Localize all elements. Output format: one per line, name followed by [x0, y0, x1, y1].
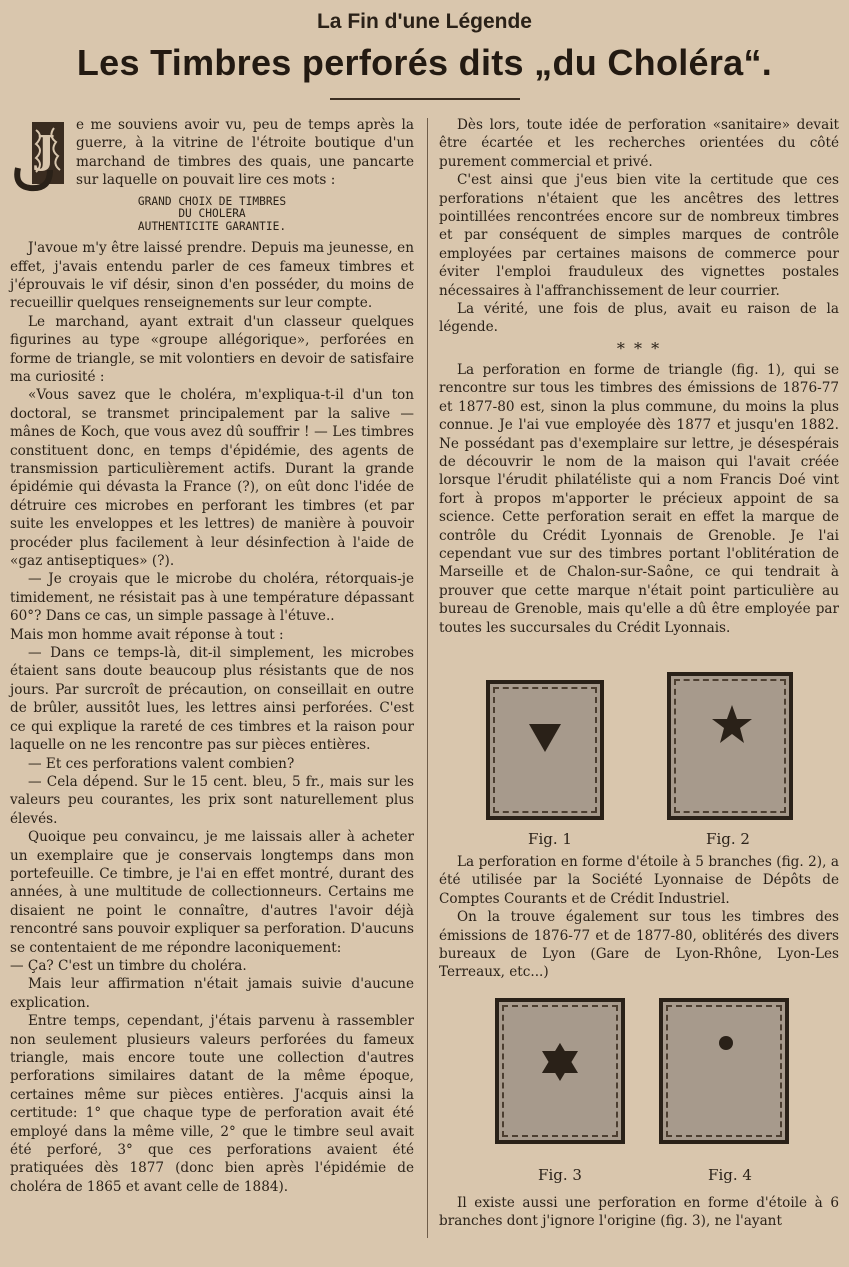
article-kicker: La Fin d'une Légende	[316, 10, 532, 33]
paragraph: Entre temps, cependant, j'étais parvenu à rassembler non seulement plusieurs valeurs perforées du fameux triangle, mais encore toute une collection d'autres perforations similaires datant de la même époque, certaines même sur pièces entières. J'acquis ainsi la certitude: 1° que chaque type de perforation avait été employé dans la même ville, 2° que le timbre seul avait été perforé, 3° que ces perforations avaient été pratiquées dès 1877 (donc bien après l'épidémie de choléra de 1865 et avant celle de 1884).	[10, 1013, 414, 1195]
paragraph: La perforation en forme de triangle (fig. 1), qui se rencontre sur tous les timbres des émissions de 1876-77 et 1877-80 est, sinon la plus commune, du moins la plus connue. Je l'ai vue employée dès 1877 et jusqu'en 1882. Ne possédant pas d'exemplaire sur lettre, je désespérais de découvrir le nom de la maison qui l'avait créée lorsque l'érudit philatéliste qui a nom Francis Doé vint fort à propos m'apporter le précieux appoint de sa science. Cette perforation serait en effet la marque de contrôle du Crédit Lyonnais de Grenoble. Je l'ai cependant vue sur des timbres portant l'oblitération de Marseille et de Chalon-sur-Saône, ce qui tendrait à prouver que cette marque n'était point particulière au bureau de Grenoble, mais qu'elle a dû être employée par toutes les succursales du Crédit Lyonnais.	[439, 361, 839, 636]
paragraph: Quoique peu convaincu, je me laissais aller à acheter un exemplaire que je conservais longtemps dans mon portefeuille. Ce timbre, je l'ai en effet montré, durant des années, à une multitude de collectionneurs. Certains me disaient ne point le connaître, d'autres l'avoir déjà rencontré sans pouvoir expliquer sa perforation. D'aucuns se contentaient de me répondre laconiquement:	[10, 829, 414, 956]
right-column-upper	[439, 116, 839, 637]
section-separator: * * *	[616, 338, 662, 358]
six-point-star-perforation-icon	[541, 1042, 579, 1082]
right-column-lower	[439, 1194, 839, 1231]
stamp-figure-2	[667, 672, 793, 820]
article-title: Les Timbres perforés dits „du Choléra“.	[76, 42, 773, 83]
stamp-figure-3	[495, 998, 625, 1144]
dropcap-letter: J	[37, 127, 55, 172]
paragraph: Mais mon homme avait réponse à tout :	[10, 626, 284, 643]
notice-line: DU CHOLERA	[178, 207, 246, 221]
stamp-figure-1	[486, 680, 604, 820]
paragraph: — Et ces perforations valent combien?	[28, 755, 295, 772]
figure-caption: Fig. 1	[528, 830, 572, 848]
five-point-star-perforation-icon	[711, 704, 753, 744]
figure-caption: Fig. 3	[538, 1166, 582, 1184]
paragraph: Mais leur affirmation n'était jamais suivie d'aucune explication.	[10, 976, 414, 1011]
paragraph: J'avoue m'y être laissé prendre. Depuis ma jeunesse, en effet, j'avais entendu parler de ces fameux timbres et j'éprouvais le vif désir, sinon d'en posséder, du moins de recueillir quelques renseignements sur leur compte.	[10, 240, 414, 312]
column-divider	[427, 118, 428, 1238]
paragraph: C'est ainsi que j'eus bien vite la certitude que ces perforations n'étaient que les ancêtres des lettres pointillées rencontrées encore sur de nombreux timbres et par conséquent de simples marques de contrôle employées par certaines maisons de commerce pour éviter l'emploi frauduleux des vignettes postales nécessaires à l'affranchissement de leur courrier.	[439, 172, 839, 299]
title-rule	[330, 98, 520, 100]
notice-line: GRAND CHOIX DE TIMBRES	[137, 194, 287, 208]
paragraph: La perforation en forme d'étoile à 5 branches (fig. 2), a été utilisée par la Société Lyonnaise de Dépôts de Comptes Courants et de Crédit Industriel.	[439, 854, 839, 907]
paragraph: «Vous savez que le choléra, m'expliqua-t-il d'un ton doctoral, se transmet principalement par la salive — mânes de Koch, que vous avez dû souffrir ! — Les timbres constituent donc, en temps d'épidémie, des agents de transmission particulièrement actifs. Durant la grande épidémie qui dévasta la France (?), on eût donc l'idée de détruire ces microbes en perforant les timbres (et par suite les enveloppes et les lettres) de manière à pouvoir procéder plus facilement à leur désinfection à l'aide de «gaz antiseptiques» (?).	[10, 387, 414, 570]
paragraph: — Cela dépend. Sur le 15 cent. bleu, 5 fr., mais sur les valeurs peu courantes, les prix sont naturellement plus élevés.	[10, 773, 414, 827]
left-column	[10, 116, 414, 1196]
paragraph: Le marchand, ayant extrait d'un classeur quelques figurines au type «groupe allégorique», perforées en forme de triangle, se mit volontiers en devoir de satisfaire ma curiosité :	[10, 313, 414, 385]
figure-caption: Fig. 4	[708, 1166, 752, 1184]
paragraph: — Je croyais que le microbe du choléra, rétorquais-je timidement, ne résistait pas à une température dépassant 60°? Dans ce cas, un simple passage à l'étuve..	[10, 571, 414, 625]
paragraph: Il existe aussi une perforation en forme d'étoile à 6 branches dont j'ignore l'origine (fig. 3), ne l'ayant	[439, 1195, 839, 1230]
stamp-figure-4	[659, 998, 789, 1144]
paragraph: — Ça? C'est un timbre du choléra.	[10, 957, 247, 974]
paragraph: Dès lors, toute idée de perforation «sanitaire» devait être écartée et les recherches orientées du côté purement commercial et privé.	[439, 117, 839, 170]
paragraph: La vérité, une fois de plus, avait eu raison de la légende.	[439, 301, 839, 336]
shop-notice	[10, 196, 414, 234]
opening-paragraph-block	[10, 116, 414, 190]
notice-line: AUTHENTICITE GARANTIE.	[137, 219, 287, 233]
paragraph: — Dans ce temps-là, dit-il simplement, les microbes étaient sans doute beaucoup plus résistants que de nos jours. Par surcroît de précaution, on conseillait en outre de brûler, aussitôt lues, les lettres ainsi perforées. C'est ce qui explique la rareté de ces timbres et la raison pour laquelle on ne les rencontre pas sur pièces entières.	[10, 645, 414, 754]
paragraph: On la trouve également sur tous les timbres des émissions de 1876-77 et de 1877-80, oblitérés des divers bureaux de Lyon (Gare de Lyon-Rhône, Lyon-Les Terreaux, etc...)	[439, 909, 839, 981]
paragraph: e me souviens avoir vu, peu de temps après la guerre, à la vitrine de l'étroite boutique d'un marchand de timbres des quais, une pancarte sur laquelle on pouvait lire ces mots :	[76, 117, 414, 189]
right-column-middle	[439, 853, 839, 982]
dropcap-ornament	[10, 118, 68, 192]
figure-caption: Fig. 2	[706, 830, 750, 848]
round-perforation-icon	[719, 1036, 733, 1050]
triangle-perforation-icon	[527, 722, 563, 754]
